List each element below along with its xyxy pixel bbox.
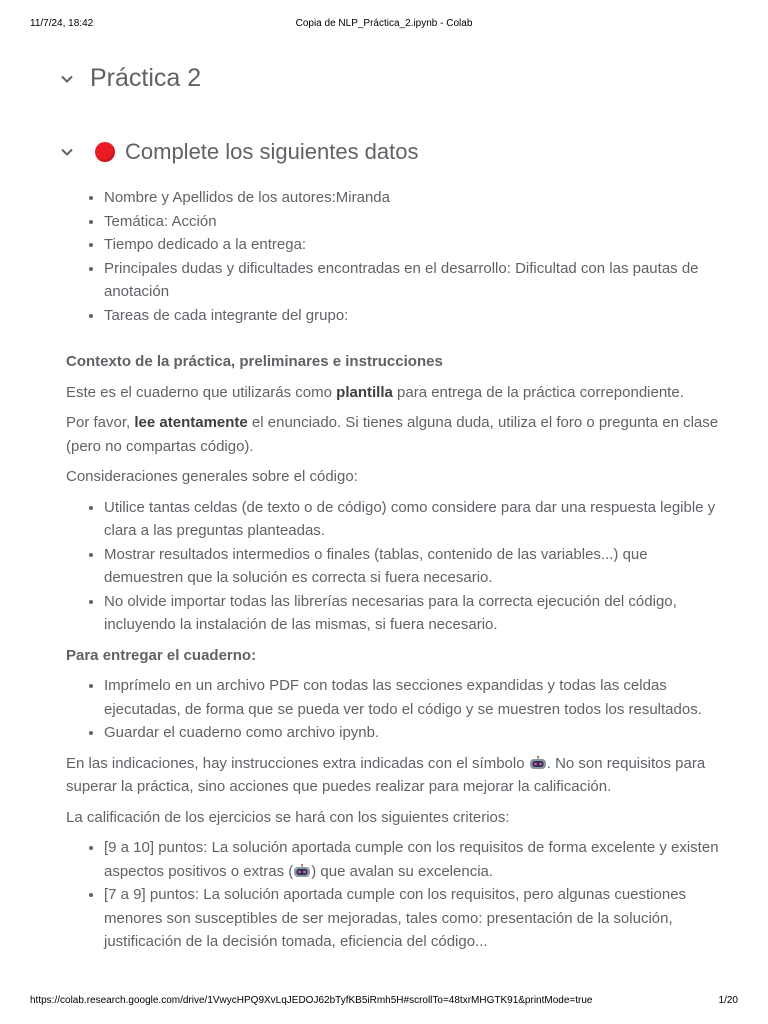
- text: ) que avalan su excelencia.: [311, 862, 494, 880]
- print-datetime: 11/7/24, 18:42: [30, 18, 94, 29]
- list-item: • Guardar el cuaderno como archivo ipynb.: [104, 721, 730, 745]
- paragraph: [66, 752, 730, 799]
- robot-icon: [293, 864, 311, 878]
- text: Por favor,: [66, 414, 135, 431]
- contexto-heading: Contexto de la práctica, preliminares e instrucciones: [66, 353, 443, 370]
- chevron-down-icon[interactable]: [58, 70, 76, 88]
- list-item: • Imprímelo en un archivo PDF con todas las secciones expandidas y todas las celdas ejecutadas, de forma que se pueda ver todo el código y se muestren todos los resultados.: [104, 674, 730, 721]
- text: el enunciado. Si tienes alguna duda, utiliza el foro o pregunta en clase (pero no compartas código).: [66, 414, 719, 455]
- text: . No son requisitos para superar la práctica, sino acciones que puedes realizar para mejorar la calificación.: [66, 754, 706, 795]
- list-item: [104, 836, 730, 883]
- bold-text: plantilla: [336, 383, 393, 401]
- datos-list: [66, 186, 730, 327]
- robot-icon: [529, 756, 547, 770]
- print-footer: [0, 995, 768, 1007]
- paragraph: [66, 381, 730, 405]
- list-item: • [7 a 9] puntos: La solución aportada cumple con los requisitos, pero algunas cuestiones menores son susceptibles de ser mejoradas, tales como: presentación de la solución, justificación de la decisión tomada, eficiencia del código...: [104, 883, 730, 954]
- list-item: • Nombre y Apellidos de los autores:Miranda: [104, 186, 730, 210]
- criterios-list: [66, 836, 730, 954]
- text: Este es el cuaderno que utilizarás como: [66, 383, 337, 401]
- print-header: [0, 18, 768, 30]
- paragraph: La calificación de los ejercicios se hará con los siguientes criterios:: [66, 808, 510, 826]
- print-page-number: 1/20: [718, 995, 738, 1006]
- chevron-down-icon[interactable]: [58, 143, 76, 161]
- list-item: • Temática: Acción: [104, 210, 730, 234]
- section-complete-datos: [58, 139, 419, 165]
- print-url: https://colab.research.google.com/drive/1VwycHPQ9XvLqJEDOJ62bTyfKB5iRmh5H#scrollTo=48txrMHGTK91&printMode=true: [30, 995, 593, 1006]
- paragraph: [66, 411, 730, 458]
- paragraph: Consideraciones generales sobre el código:: [66, 468, 358, 485]
- entregar-heading: Para entregar el cuaderno:: [66, 646, 257, 664]
- text: En las indicaciones, hay instrucciones extra indicadas con el símbolo: [66, 754, 529, 772]
- text: [9 a 10] puntos: La solución aportada cumple con los requisitos de forma excelente y existen aspectos positivos o extras (: [104, 839, 719, 880]
- text: para entrega de la práctica correpondiente.: [392, 383, 684, 401]
- list-item: • Tareas de cada integrante del grupo:: [104, 304, 730, 328]
- list-item: • Principales dudas y dificultades encontradas en el desarrollo: Dificultad con las pautas de anotación: [104, 257, 730, 304]
- section-title: Complete los siguientes datos: [125, 139, 419, 164]
- markdown-cell: [66, 186, 730, 954]
- red-circle-icon: [95, 142, 115, 162]
- list-item: • Mostrar resultados intermedios o finales (tablas, contenido de las variables...) que demuestren que la solución es correcta si fuera necesario.: [104, 543, 730, 590]
- entregar-list: [66, 674, 730, 745]
- bold-text: lee atentamente: [134, 414, 248, 431]
- list-item: • Tiempo dedicado a la entrega:: [104, 233, 730, 257]
- list-item: • Utilice tantas celdas (de texto o de código) como considere para dar una respuesta legible y clara a las preguntas planteadas.: [104, 496, 730, 543]
- list-item: • No olvide importar todas las librerías necesarias para la correcta ejecución del código, incluyendo la instalación de las mismas, si fuera necesario.: [104, 590, 730, 637]
- consideraciones-list: [66, 496, 730, 637]
- print-page-title: Copia de NLP_Práctica_2.ipynb - Colab: [295, 18, 473, 29]
- section-practica-2: [58, 64, 201, 93]
- section-title: Práctica 2: [90, 64, 202, 92]
